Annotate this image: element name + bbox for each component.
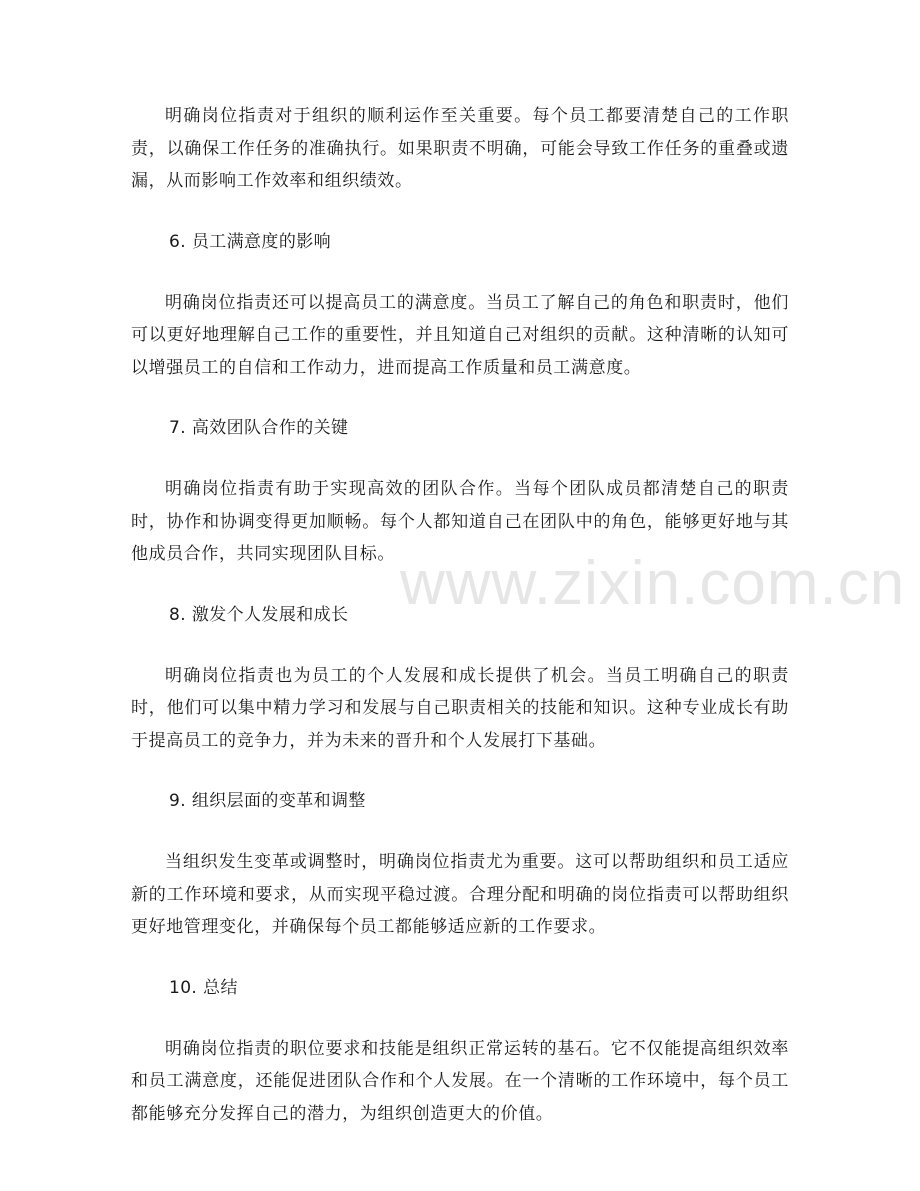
section-body-6: 明确岗位指责还可以提高员工的满意度。当员工了解自己的角色和职责时，他们可以更好地理解自己工作的重要性，并且知道自己对组织的贡献。这种清晰的认知可以增强员工的自信和工作动力，进而提高工作质量和员工满意度。 <box>131 292 789 378</box>
section-heading-10: 10. 总结 <box>169 977 238 998</box>
section-body-10: 明确岗位指责的职位要求和技能是组织正常运转的基石。它不仅能提高组织效率和员工满意度，还能促进团队合作和个人发展。在一个清晰的工作环境中，每个员工都能够充分发挥自己的潜力，为组织创造更大的价值。 <box>131 1038 789 1124</box>
document-content <box>131 100 789 1159</box>
watermark: www.zixin.com.cn <box>400 549 906 618</box>
section-heading-7: 7. 高效团队合作的关键 <box>169 418 349 438</box>
intro-paragraph: 明确岗位指责对于组织的顺利运作至关重要。每个员工都要清楚自己的工作职责，以确保工作任务的准确执行。如果职责不明确，可能会导致工作任务的重叠或遗漏，从而影响工作效率和组织绩效。 <box>131 106 789 191</box>
section-heading-8: 8. 激发个人发展和成长 <box>169 604 349 625</box>
section-body-8: 明确岗位指责也为员工的个人发展和成长提供了机会。当员工明确自己的职责时，他们可以集中精力学习和发展与自己职责相关的技能和知识。这种专业成长有助于提高员工的竞争力，并为未来的晋升和个人发展打下基础。 <box>131 665 789 751</box>
section-heading-9: 9. 组织层面的变革和调整 <box>169 791 366 811</box>
section-body-7: 明确岗位指责有助于实现高效的团队合作。当每个团队成员都清楚自己的职责时，协作和协调变得更加顺畅。每个人都知道自己在团队中的角色，能够更好地与其他成员合作，共同实现团队目标。 <box>131 479 789 564</box>
section-body-9: 当组织发生变革或调整时，明确岗位指责尤为重要。这可以帮助组织和员工适应新的工作环境和要求，从而实现平稳过渡。合理分配和明确的岗位指责可以帮助组织更好地管理变化，并确保每个员工都能够适应新的工作要求。 <box>131 852 789 937</box>
section-heading-6: 6. 员工满意度的影响 <box>169 231 332 252</box>
